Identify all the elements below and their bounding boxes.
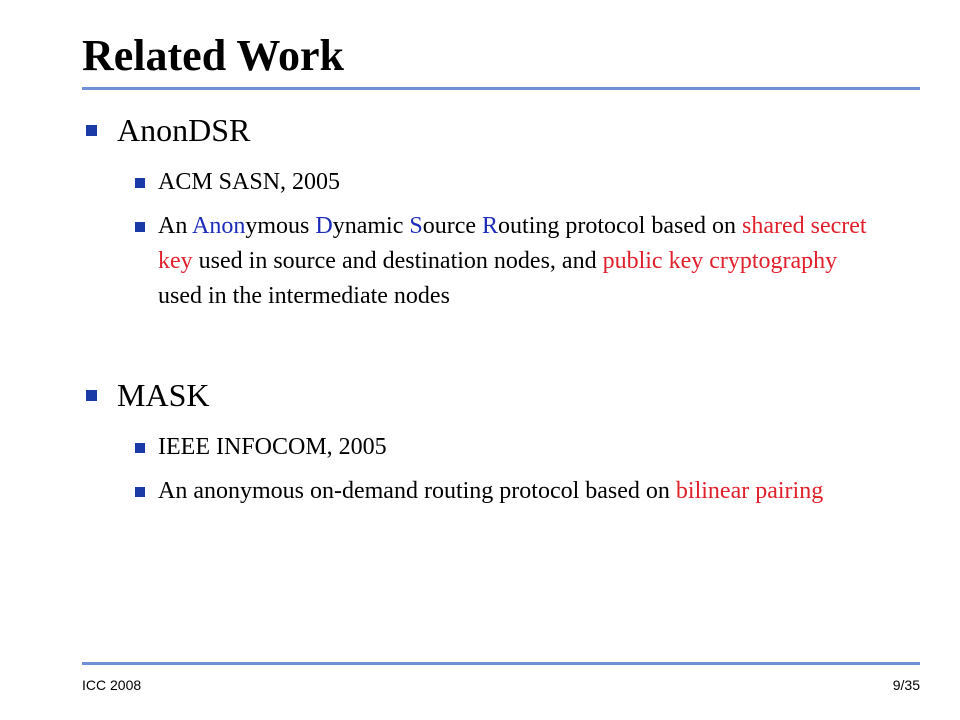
list-item-description <box>158 209 878 314</box>
square-bullet-icon <box>135 443 145 453</box>
list-item-venue <box>158 430 878 465</box>
footer-conference: ICC 2008 <box>82 677 142 693</box>
footer-divider <box>82 662 920 665</box>
text-segment: ynamic <box>332 213 410 239</box>
text-segment: D <box>315 213 333 239</box>
slide-title: Related Work <box>82 31 344 80</box>
text-segment: R <box>482 213 499 239</box>
section-heading-mask: MASK <box>117 377 210 413</box>
text-segment: IEEE INFOCOM, 2005 <box>158 434 387 460</box>
text-segment: An <box>158 213 193 239</box>
title-divider <box>82 87 920 90</box>
text-segment: used in source and destination nodes, and <box>192 248 603 274</box>
text-segment: ymous <box>245 213 316 239</box>
square-bullet-icon <box>135 487 145 497</box>
list-item-venue <box>158 165 878 200</box>
list-item-description <box>158 474 878 509</box>
text-segment: shared secret key <box>158 213 867 274</box>
text-segment: An anonymous on-demand routing protocol based on <box>158 478 676 504</box>
square-bullet-icon <box>135 178 145 188</box>
section-heading-anondsr: AnonDSR <box>117 112 251 148</box>
square-bullet-icon <box>135 222 145 232</box>
page-number: 9/35 <box>892 677 920 693</box>
text-segment: public key cryptography <box>602 248 838 274</box>
text-segment: S <box>409 213 423 239</box>
text-segment: used in the intermediate nodes <box>158 283 450 309</box>
text-segment: ource <box>422 213 483 239</box>
text-segment: bilinear pairing <box>675 478 824 504</box>
text-segment: Anon <box>192 213 246 239</box>
square-bullet-icon <box>86 390 97 401</box>
text-segment: outing protocol based on <box>498 213 742 239</box>
text-segment: ACM SASN, 2005 <box>158 169 341 195</box>
square-bullet-icon <box>86 125 97 136</box>
